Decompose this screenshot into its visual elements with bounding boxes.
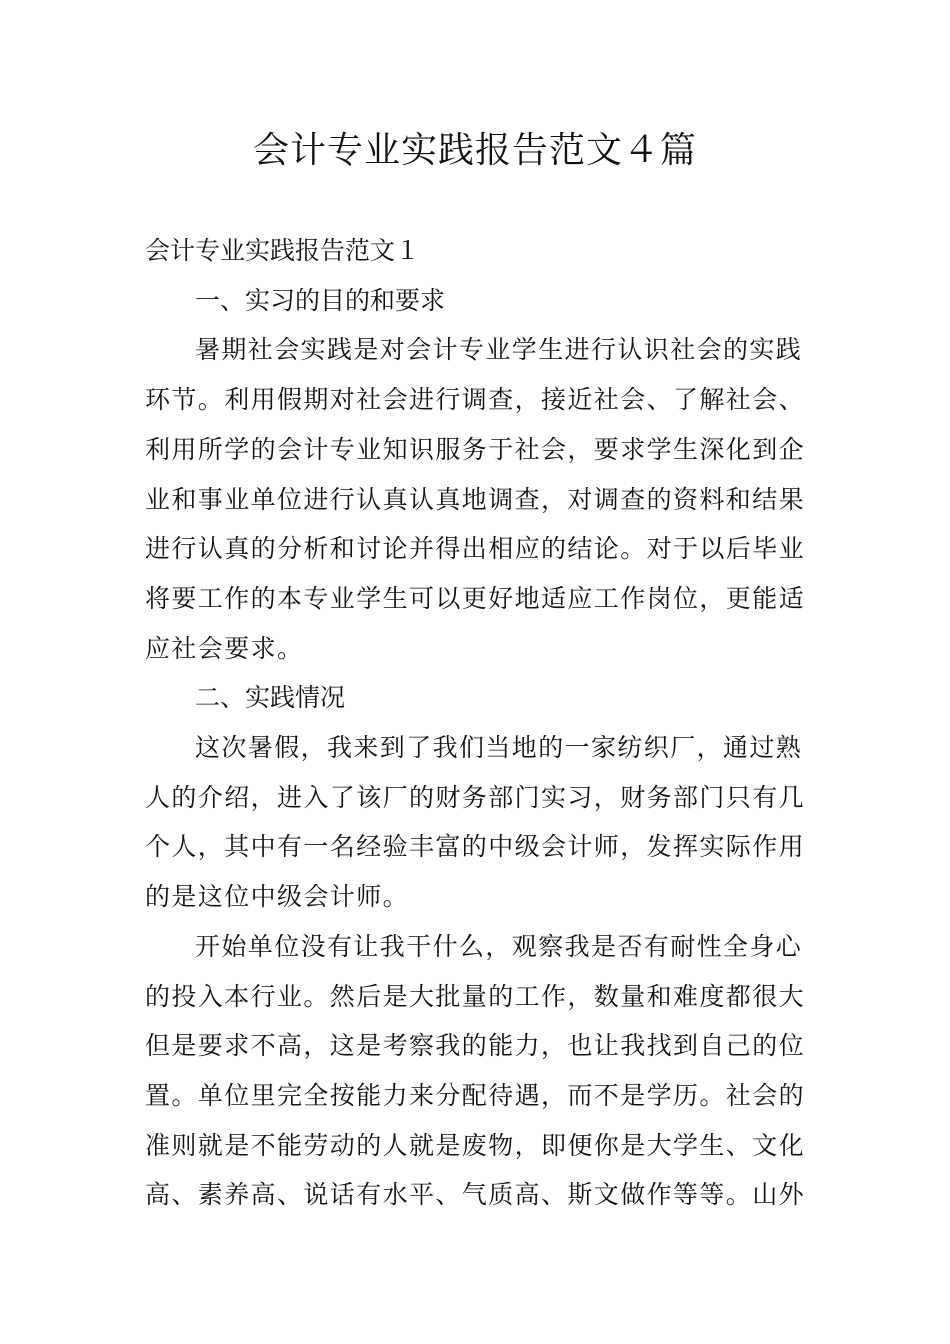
paragraph-line: 个人，其中有一名经验丰富的中级会计师，发挥实际作用	[145, 832, 806, 862]
paragraph-line: 人的介绍，进入了该厂的财务部门实习，财务部门只有几	[145, 782, 806, 812]
paragraph-line: 的是这位中级会计师。	[145, 882, 410, 912]
paragraph-line: 进行认真的分析和讨论并得出相应的结论。对于以后毕业	[145, 534, 806, 564]
paragraph-line: 暑期社会实践是对会计专业学生进行认识社会的实践	[195, 335, 803, 365]
paragraph-line: 利用所学的会计专业知识服务于社会，要求学生深化到企	[145, 434, 806, 464]
paragraph-line: 高、素养高、说话有水平、气质高、斯文做作等等。山外	[145, 1180, 806, 1210]
paragraph-line: 的投入本行业。然后是大批量的工作，数量和难度都很大	[145, 981, 806, 1011]
section-subtitle: 会计专业实践报告范文１	[145, 236, 421, 265]
paragraph-line: 将要工作的本专业学生可以更好地适应工作岗位，更能适	[145, 583, 806, 613]
paragraph-line: 置。单位里完全按能力来分配待遇，而不是学历。社会的	[145, 1080, 806, 1110]
paragraph-line: 应社会要求。	[145, 633, 304, 663]
paragraph-line: 开始单位没有让我干什么，观察我是否有耐性全身心	[195, 931, 803, 961]
section-heading: 二、实践情况	[195, 683, 346, 713]
document-title: 会计专业实践报告范文４篇	[252, 130, 697, 171]
section-heading: 一、实习的目的和要求	[195, 285, 446, 315]
paragraph-line: 但是要求不高，这是考察我的能力，也让我找到自己的位	[145, 1031, 806, 1061]
document-body	[145, 226, 807, 1220]
paragraph-line: 环节。利用假期对社会进行调查，接近社会、了解社会、	[145, 385, 806, 415]
paragraph-line: 业和事业单位进行认真认真地调查，对调查的资料和结果	[145, 484, 806, 514]
paragraph-line: 准则就是不能劳动的人就是废物，即便你是大学生、文化	[145, 1130, 806, 1160]
paragraph-line: 这次暑假，我来到了我们当地的一家纺织厂，通过熟	[195, 733, 803, 763]
